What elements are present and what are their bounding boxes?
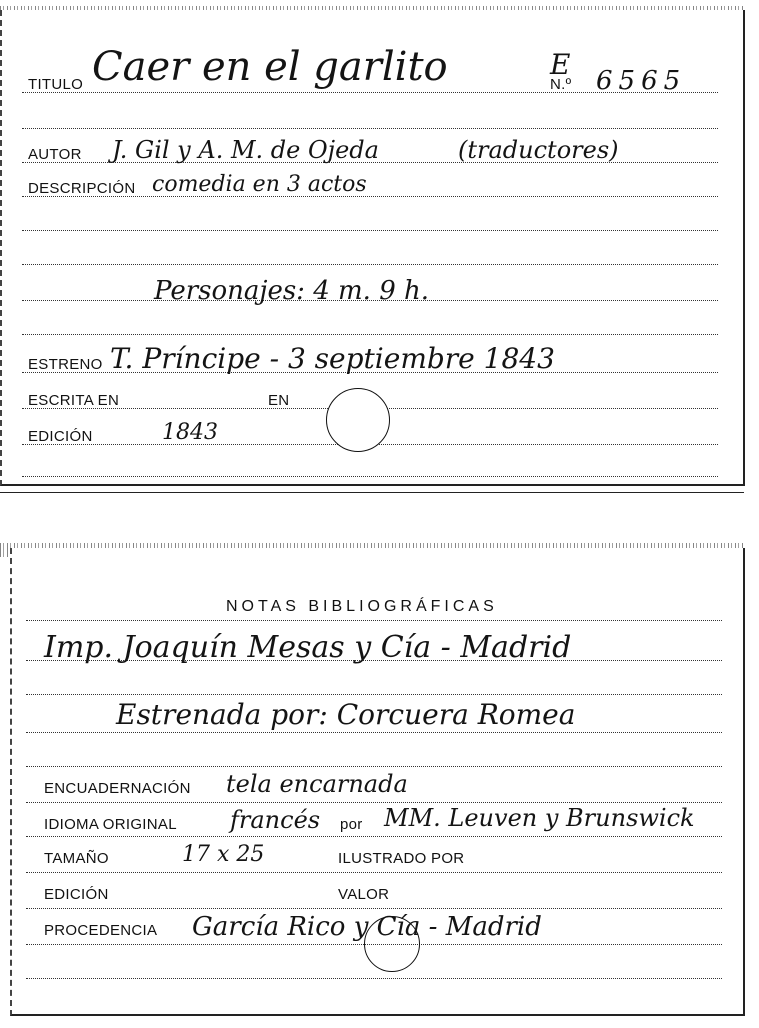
rule bbox=[22, 476, 718, 477]
label-numero: N.º bbox=[550, 76, 572, 93]
rule bbox=[26, 836, 722, 837]
value-estreno: T. Príncipe - 3 septiembre 1843 bbox=[110, 342, 555, 375]
label-por: por bbox=[340, 816, 363, 833]
label-autor: AUTOR bbox=[28, 146, 82, 163]
label-tamano: TAMAÑO bbox=[44, 850, 109, 867]
rule bbox=[26, 908, 722, 909]
label-ilustrado: ILUSTRADO POR bbox=[338, 850, 465, 867]
value-autor-note: (traductores) bbox=[458, 136, 619, 164]
value-idioma: francés bbox=[230, 806, 321, 834]
value-numero: 6565 bbox=[596, 66, 687, 96]
catalog-card-notes bbox=[10, 548, 745, 1016]
rule bbox=[26, 732, 722, 733]
label-valor: VALOR bbox=[338, 886, 390, 903]
catalog-card-title bbox=[0, 10, 745, 486]
rule bbox=[26, 620, 722, 621]
value-encuadernacion: tela encarnada bbox=[226, 770, 408, 798]
label-titulo: TITULO bbox=[28, 76, 84, 93]
label-encuadernacion: ENCUADERNACIÓN bbox=[44, 780, 191, 797]
label-edicion-2: EDICIÓN bbox=[44, 886, 109, 903]
rule bbox=[22, 128, 718, 129]
value-procedencia: García Rico y Cía - Madrid bbox=[192, 912, 542, 942]
rule bbox=[26, 978, 722, 979]
label-descripcion: DESCRIPCIÓN bbox=[28, 180, 136, 197]
label-idioma: IDIOMA ORIGINAL bbox=[44, 816, 177, 833]
rule bbox=[22, 264, 718, 265]
rule bbox=[22, 230, 718, 231]
rule bbox=[26, 694, 722, 695]
value-letter: E bbox=[550, 48, 571, 81]
value-por: MM. Leuven y Brunswick bbox=[384, 804, 695, 832]
value-titulo: Caer en el garlito bbox=[92, 44, 448, 90]
value-autor: J. Gil y A. M. de Ojeda bbox=[112, 136, 379, 164]
label-procedencia: PROCEDENCIA bbox=[44, 922, 158, 939]
note-line-1: Imp. Joaquín Mesas y Cía - Madrid bbox=[44, 630, 572, 665]
rule bbox=[26, 766, 722, 767]
card-separator bbox=[0, 492, 744, 493]
label-en: EN bbox=[268, 392, 290, 409]
rule bbox=[26, 872, 722, 873]
value-personajes: Personajes: 4 m. 9 h. bbox=[154, 276, 430, 306]
value-descripcion: comedia en 3 actos bbox=[152, 172, 367, 197]
label-escrita-en: ESCRITA EN bbox=[28, 392, 120, 409]
value-tamano: 17 x 25 bbox=[182, 842, 265, 867]
note-line-2: Estrenada por: Corcuera Romea bbox=[116, 698, 576, 731]
rule bbox=[22, 334, 718, 335]
punch-hole bbox=[364, 916, 420, 972]
punch-hole bbox=[326, 388, 390, 452]
label-edicion: EDICIÓN bbox=[28, 428, 93, 445]
notes-header: NOTAS BIBLIOGRÁFICAS bbox=[226, 598, 498, 615]
label-estreno: ESTRENO bbox=[28, 356, 103, 373]
value-edicion: 1843 bbox=[162, 420, 218, 445]
rule bbox=[26, 802, 722, 803]
